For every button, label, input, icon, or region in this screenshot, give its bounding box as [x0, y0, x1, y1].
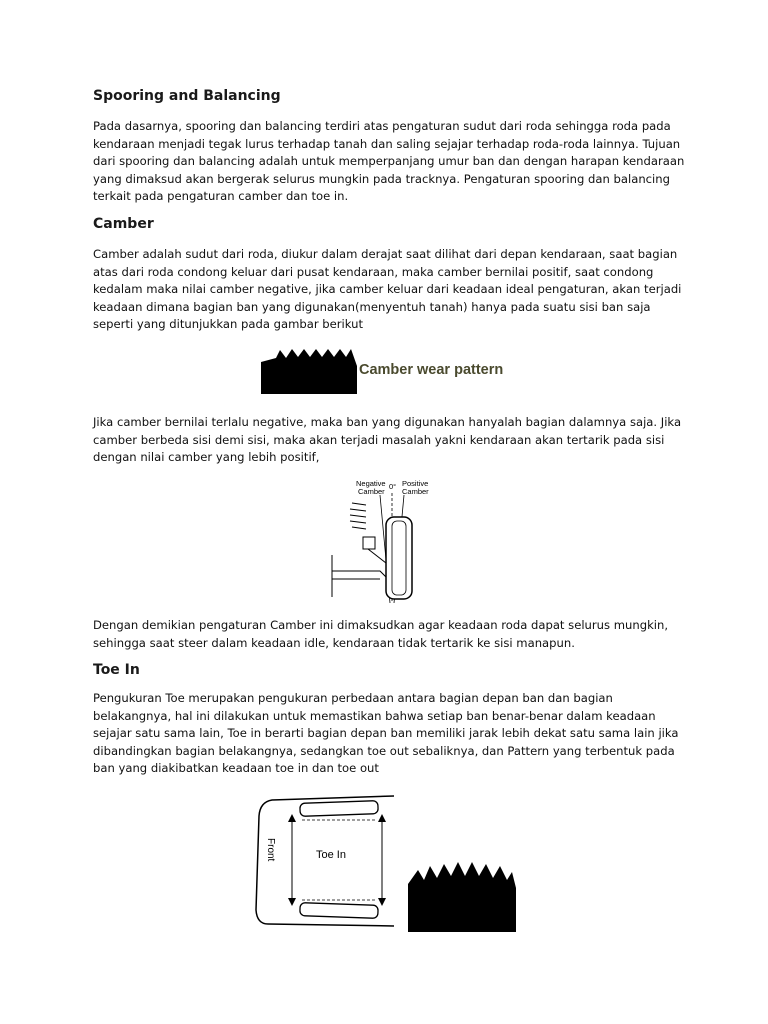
front-wheel-bottom-icon	[300, 903, 378, 919]
toe-in-label: Toe In	[316, 849, 346, 861]
text-line: Dengan demikian pengaturan Camber ini dimaksudkan agar keadaan roda dapat selurus mungkin,	[93, 618, 669, 632]
wheel-icon	[386, 517, 412, 599]
text-line: kedalam maka nilai camber negative, jika camber keluar dari keadaan ideal pengaturan, akan terjadi	[93, 282, 682, 297]
text-line: seperti yang ditunjukkan pada gambar berikut	[93, 317, 364, 332]
heading-camber: Camber	[93, 216, 154, 232]
text-line: kendaraan menjadi tegak lurus terhadap tanah dan saling sejajar terhadap roda-roda lainnya. Tujuan	[93, 136, 681, 151]
positive-camber-label: Positive	[402, 479, 429, 488]
paragraph-camber	[93, 246, 683, 334]
text-line: yang dimaksud akan bergerak selurus mungkin pada tracknya. Pengaturan spooring dan balancing	[93, 171, 670, 186]
text-line: terkait pada pengaturan camber dan toe in.	[93, 189, 349, 204]
worn-tire-icon	[261, 349, 357, 394]
text-line: keadaan dimana bagian ban yang digunakan(menyentuh tanah) hanya pada suatu sisi ban saja	[93, 299, 651, 314]
text-line: dibandingkan bagian belakangnya, sedangkan toe out sebaliknya, dan Pattern yang terbentuk pada	[93, 743, 675, 758]
camber-diagram	[330, 475, 440, 605]
toe-wear-pattern-figure	[404, 858, 520, 934]
text-line: Pengukuran Toe merupakan pengukuran perbedaan antara bagian depan ban dan bagian	[93, 691, 613, 705]
heading-toe-in: Toe In	[93, 662, 140, 678]
text-line: camber berbeda sisi demi sisi, maka akan terjadi masalah yakni kendaraan akan tertarik pada sisi	[93, 432, 665, 447]
text-line: Camber adalah sudut dari roda, diukur dalam derajat saat dilihat dari depan kendaraan, saat bagian	[93, 247, 678, 261]
heading-spooring-balancing: Spooring and Balancing	[93, 88, 281, 104]
text-line: Jika camber bernilai terlalu negative, maka ban yang digunakan hanyalah bagian dalamnya saja. Jika	[93, 415, 682, 429]
text-line: sejajar satu sama lain, Toe in berarti bagian depan ban memiliki jarak lebih dekat satu sama lain jika	[93, 726, 679, 741]
suspension-spring-icon	[350, 503, 386, 563]
text-line: sehingga saat steer dalam keadaan idle, kendaraan tidak tertarik ke sisi manapun.	[93, 635, 575, 650]
text-line: dengan nilai camber yang lebih positif,	[93, 450, 320, 465]
paragraph-dengan-demikian	[93, 617, 683, 652]
paragraph-spooring	[93, 118, 683, 206]
toe-wear-tire-icon	[408, 862, 516, 932]
text-line: belakangnya, hal ini dilakukan untuk memastikan bahwa setiap ban benar-benar dalam keadaan	[93, 708, 656, 723]
text-line: ban yang diakibatkan keadaan toe in dan toe out	[93, 761, 379, 776]
positive-camber-label: Camber	[402, 487, 429, 496]
camber-wear-label: Camber wear pattern	[359, 362, 504, 378]
text-line: Pada dasarnya, spooring dan balancing terdiri atas pengaturan sudut dari roda sehingga roda pada	[93, 119, 671, 133]
front-label: Front	[265, 838, 276, 862]
text-line: dari spooring dan balancing adalah untuk memperpanjang umur ban dan dengan harapan kendaraan	[93, 154, 685, 169]
paragraph-negative-camber	[93, 414, 683, 467]
negative-camber-label: Camber	[358, 487, 385, 496]
zero-camber-label: 0°	[389, 482, 397, 491]
camber-wear-pattern-figure	[258, 346, 520, 396]
text-line: atas dari roda condong keluar dari pusat kendaraan, maka camber bernilai positif, saat condong	[93, 264, 654, 279]
paragraph-toe-in	[93, 690, 683, 778]
control-arm-icon	[332, 555, 386, 597]
negative-camber-label: Negative	[356, 479, 386, 488]
front-wheel-top-icon	[300, 801, 378, 817]
toe-in-diagram	[254, 790, 396, 930]
